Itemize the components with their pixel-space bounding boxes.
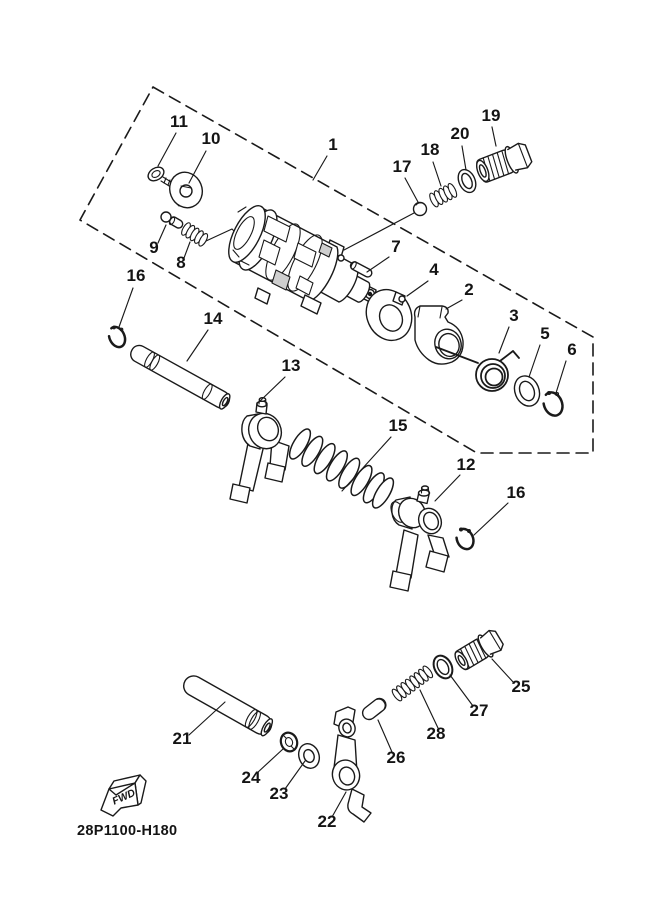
fwd-label: FWD: [110, 786, 138, 808]
lever-plug-bolt: [451, 627, 505, 673]
fwd-direction-arrow-icon: [101, 775, 146, 816]
stopper-spring: [428, 182, 458, 208]
callout-7[interactable]: 7: [391, 237, 401, 256]
lever-spring: [391, 665, 435, 703]
callout-26[interactable]: 26: [386, 748, 406, 767]
detent-ball: [344, 203, 427, 251]
callout-16-right[interactable]: 16: [506, 483, 526, 502]
callout-13[interactable]: 13: [281, 356, 301, 375]
callout-9[interactable]: 9: [149, 238, 159, 257]
circlip: [106, 324, 128, 349]
roller-pin: [360, 696, 388, 722]
callout-14[interactable]: 14: [203, 309, 223, 328]
shift-segment-disc: [164, 167, 207, 212]
callout-12[interactable]: 12: [456, 455, 476, 474]
shift-fork-2: [388, 486, 449, 591]
callout-21[interactable]: 21: [172, 729, 192, 748]
callout-25[interactable]: 25: [511, 677, 531, 696]
stopper-plug-bolt: [473, 140, 533, 185]
callout-22[interactable]: 22: [317, 812, 337, 831]
callout-16-left[interactable]: 16: [126, 266, 146, 285]
circlip: [453, 526, 476, 552]
callout-1[interactable]: 1: [328, 135, 338, 154]
diagram-code: 28P1100-H180: [77, 823, 178, 839]
stopper-lever: [329, 707, 371, 822]
callout-28[interactable]: 28: [426, 724, 446, 743]
callout-2[interactable]: 2: [464, 280, 474, 299]
callout-6[interactable]: 6: [567, 340, 577, 359]
callout-4[interactable]: 4: [429, 260, 439, 279]
callout-5[interactable]: 5: [540, 324, 550, 343]
callout-18[interactable]: 18: [420, 140, 440, 159]
callout-20[interactable]: 20: [450, 124, 470, 143]
callout-23[interactable]: 23: [269, 784, 289, 803]
shift-fork-1: [230, 398, 289, 503]
detent-spring: [180, 221, 209, 247]
plain-washer: [510, 372, 544, 410]
callout-15[interactable]: 15: [388, 416, 408, 435]
callout-17[interactable]: 17: [392, 157, 412, 176]
callout-10[interactable]: 10: [201, 129, 221, 148]
callout-24[interactable]: 24: [241, 768, 261, 787]
shift-rod: [180, 672, 275, 738]
callout-3[interactable]: 3: [509, 306, 519, 325]
callout-8[interactable]: 8: [176, 253, 186, 272]
callout-27[interactable]: 27: [469, 701, 489, 720]
callout-19[interactable]: 19: [481, 106, 501, 125]
detent-pin: [161, 212, 184, 229]
plain-washer: [295, 741, 322, 771]
shift-cam-drum: [206, 200, 376, 314]
fork-guide-shaft: [128, 343, 232, 411]
fork-spring: [286, 426, 398, 511]
gasket-washer: [455, 167, 479, 195]
callout-11[interactable]: 11: [170, 112, 188, 131]
circlip: [540, 390, 566, 419]
